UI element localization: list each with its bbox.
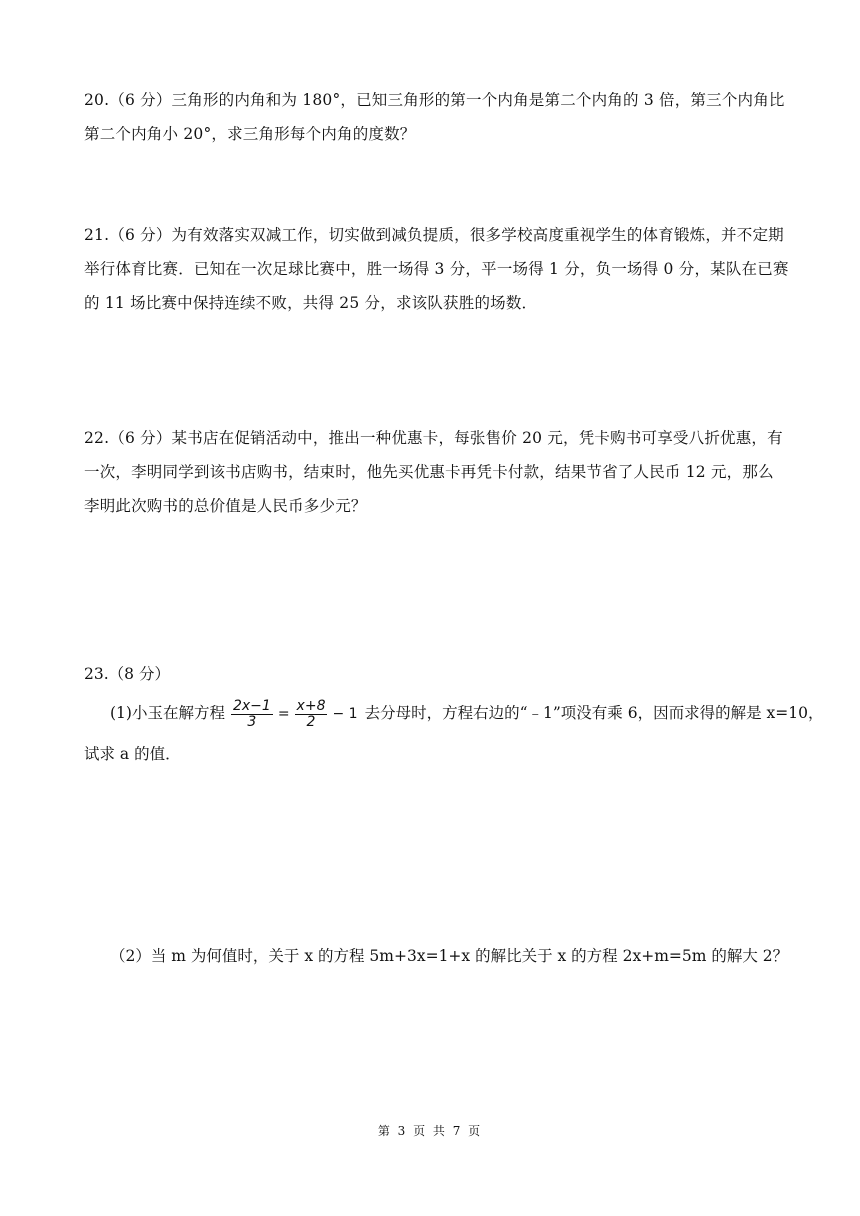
question-20-line-2: 第二个内角小 20°，求三角形每个内角的度数？ [84, 125, 416, 143]
question-23-header: 23.（8 分） [84, 665, 170, 683]
question-22-line-1: 22.（6 分）某书店在促销活动中，推出一种优惠卡，每张售价 20 元，凭卡购书可享受八折优惠，有 [84, 429, 783, 447]
question-22-line-3: 李明此次购书的总价值是人民币多少元？ [84, 497, 367, 515]
question-21 [84, 218, 789, 320]
question-21-line-1: 21.（6 分）为有效落实双减工作，切实做到减负提质，很多学校高度重视学生的体育锻炼，并不定期 [84, 226, 784, 244]
rhs-tail: − 1 [332, 706, 358, 722]
lhs-numerator: 2x−1 [232, 697, 271, 714]
question-20 [84, 83, 784, 151]
lhs-denominator: 3 [247, 713, 257, 730]
lhs-fraction [231, 699, 273, 730]
question-23-part-2: （2）当 m 为何值时，关于 x 的方程 5m+3x=1+x 的解比关于 x 的方程 2x+m=5m 的解大 2？ [110, 947, 789, 965]
equation [229, 697, 361, 731]
rhs-numerator: x+8 [296, 697, 326, 714]
question-22-line-2: 一次，李明同学到该书店购书，结束时，他先买优惠卡再凭卡付款，结果节省了人民币 12 元，那么 [84, 463, 774, 481]
question-23-part-1 [84, 696, 824, 731]
page-footer: 第 3 页 共 7 页 [377, 1124, 483, 1138]
question-23-part-1-line-2: 试求 a 的值． [84, 745, 181, 763]
equals-sign: = [277, 706, 290, 722]
question-21-line-2: 举行体育比赛．已知在一次足球比赛中，胜一场得 3 分，平一场得 1 分，负一场得 0 分，某队在已赛 [84, 260, 789, 278]
question-22 [84, 421, 784, 523]
rhs-denominator: 2 [306, 713, 316, 730]
question-20-line-1: 20.（6 分）三角形的内角和为 180°，已知三角形的第一个内角是第二个内角的 3 倍，第三个内角比 [84, 91, 785, 109]
rhs-fraction [295, 699, 328, 730]
question-21-line-3: 的 11 场比赛中保持连续不败，共得 25 分，求该队获胜的场数． [84, 294, 538, 312]
part-1-suffix: 去分母时，方程右边的“﹣1”项没有乘 6，因而求得的解是 x=10， [364, 704, 824, 722]
part-1-prefix: (1)小玉在解方程 [110, 704, 225, 722]
